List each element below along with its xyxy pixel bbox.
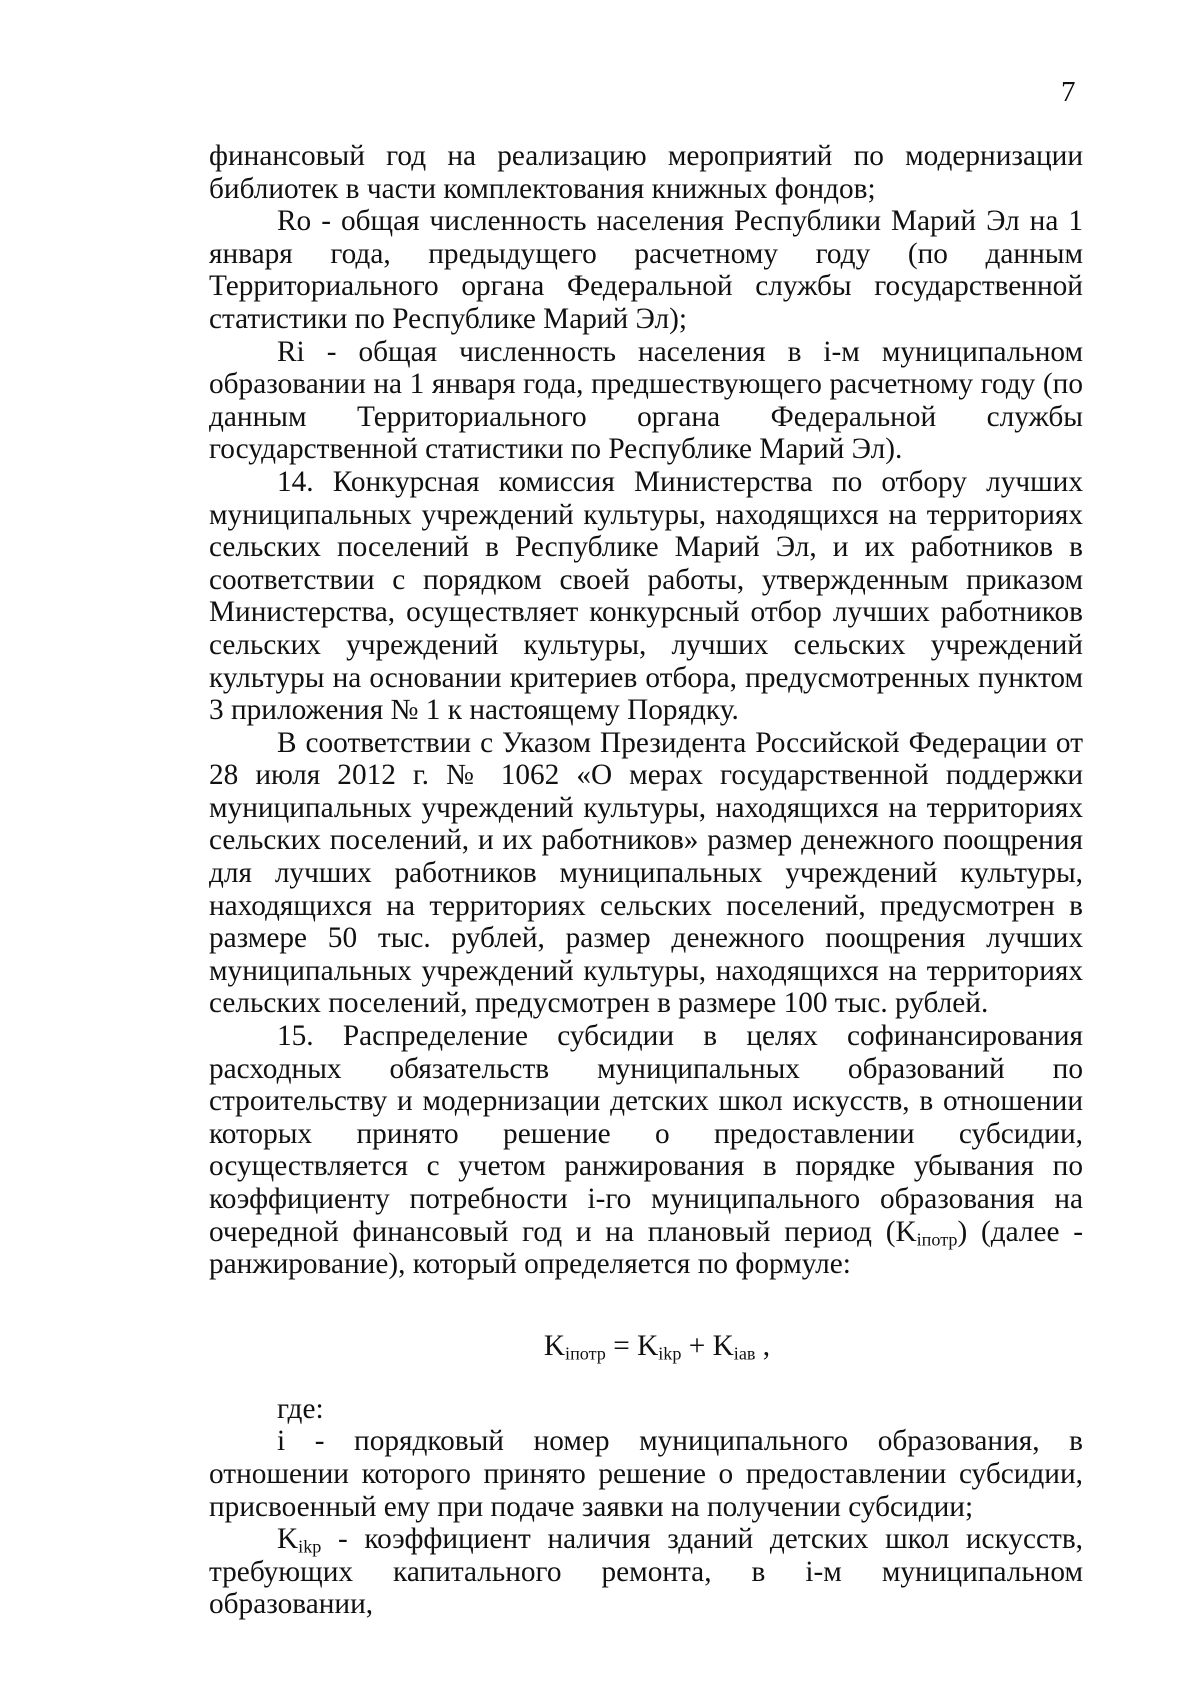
formula-k-term1: K — [637, 1329, 659, 1362]
kikp-subscript: ikp — [298, 1536, 322, 1557]
paragraph-decree: В соответствии с Указом Президента Российской Федерации от 28 июля 2012 г. № 1062 «О мерах государственной поддержки муниципальных учреждений культуры, находящихся на территориях сельских поселений, и их работников» размер денежного поощрения для лучших работников муниципальных учреждений культуры, находящихся на территориях сельских поселений, предусмотрен в размере 50 тыс. рублей, размер денежного поощрения лучших муниципальных учреждений культуры, находящихся на территориях сельских поселений, предусмотрен в размере 100 тыс. рублей. — [209, 726, 1083, 1020]
formula-term1-subscript: ikp — [658, 1343, 682, 1364]
paragraph-continuation: финансовый год на реализацию мероприятий по модернизации библиотек в части комплектования книжных фондов; — [209, 140, 1083, 205]
paragraph-15-tail: ) (далее - ранжирование), который определяется по формуле: — [209, 1215, 1083, 1281]
kikp-symbol: K — [277, 1523, 299, 1556]
paragraph-ro-definition: Ro - общая численность населения Республики Марий Эл на 1 января года, предыдущего расчетному году (по данным Территориального органа Федеральной службы государственной статистики по Республике Марий Эл); — [209, 205, 1083, 335]
kikp-text: - коэффициент наличия зданий детских школ искусств, требующих капитального ремонта, в i-м муниципальном образовании, — [209, 1523, 1083, 1621]
paragraph-ri-definition: Ri - общая численность населения в i-м муниципальном образовании на 1 января года, предшествующего расчетному году (по данным Территориального органа Федеральной службы государственной статистики по Республике Марий Эл). — [209, 335, 1083, 466]
where-label: где: — [277, 1392, 324, 1425]
formula-term2-subscript: iaв — [733, 1343, 756, 1364]
formula-plus: + — [681, 1329, 713, 1362]
document-body — [209, 140, 1083, 1621]
formula-lhs-subscript: iпотр — [565, 1343, 606, 1364]
paragraph-i-definition: i - порядковый номер муниципального образования, в отношении которого принято решение о предоставлении субсидии, присвоенный ему при подаче заявки на получении субсидии; — [209, 1425, 1083, 1523]
formula-tail: , — [755, 1329, 771, 1362]
paragraph-14: 14. Конкурсная комиссия Министерства по отбору лучших муниципальных учреждений культуры, находящихся на территориях сельских поселений в Республике Марий Эл, и их работников в соответствии с порядком своей работы, утвержденным приказом Министерства, осуществляет конкурсный отбор лучших работников сельских учреждений культуры, лучших сельских учреждений культуры на основании критериев отбора, предусмотренных пунктом 3 приложения № 1 к настоящему Порядку. — [209, 465, 1083, 727]
formula-k-term2: K — [712, 1329, 734, 1362]
formula — [209, 1330, 1083, 1363]
paragraph-15 — [209, 1020, 1083, 1281]
coefficient-subscript: iпотр — [916, 1229, 958, 1250]
paragraph-kikp-definition — [209, 1523, 1083, 1621]
page-number: 7 — [1061, 76, 1076, 108]
formula-k-lhs: K — [543, 1329, 566, 1362]
formula-equals: = — [605, 1329, 638, 1362]
paragraph-15-text: 15. Распределение субсидии в целях софинансирования расходных обязательств муниципальных образований по строительству и модернизации детских школ искусств, в отношении которых принято решение о предоставлении субсидии, осуществляется с учетом ранжирования в порядке убывания по коэффициенту потребности i-го муниципального образования на очередной финансовый год и на плановый период (K — [209, 1020, 1083, 1248]
